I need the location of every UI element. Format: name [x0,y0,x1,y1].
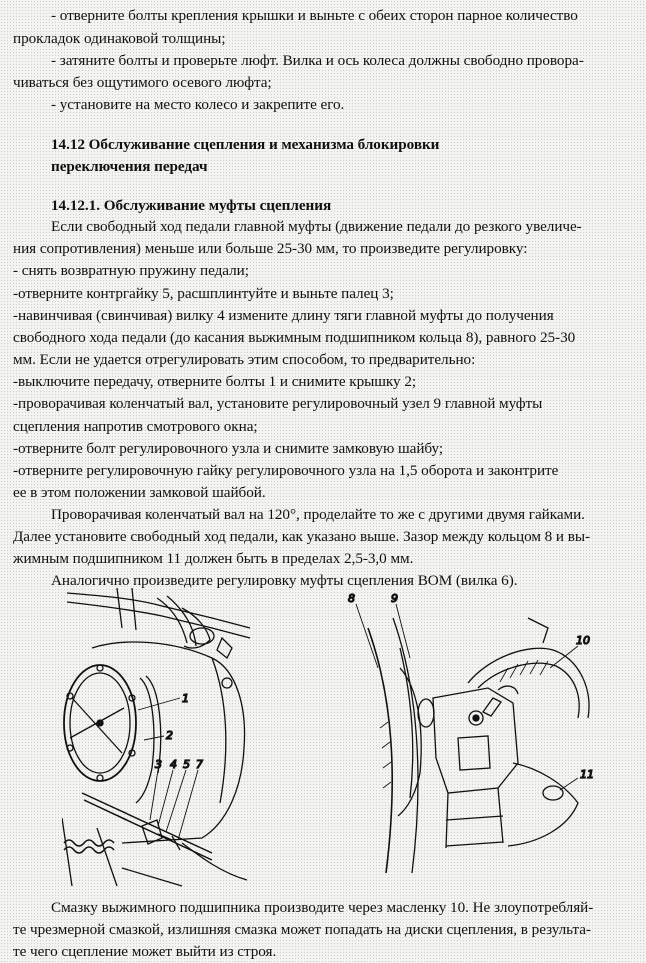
paragraph-line: ее в этом положении замковой шайбой. [13,484,266,501]
paragraph-line: Смазку выжимного подшипника производите через масленку 10. Не злоупотребляй- [51,899,594,916]
paragraph-line: сцепления напротив смотрового окна; [13,418,258,435]
paragraph-line: -отверните контргайку 5, расшплинтуйте и выньте палец 3; [13,285,394,302]
label-2: 2 [166,729,173,742]
paragraph-line: - снять возвратную пружину педали; [13,262,249,279]
paragraph-line: чиваться без ощутимого осевого люфта; [13,74,272,91]
figure-release-bearing [338,588,600,878]
label-3: 3 [155,758,162,771]
paragraph-line: - отверните болты крепления крышки и выньте с обеих сторон парное количество [51,7,578,24]
paragraph-line: Проворачивая коленчатый вал на 120°, проделайте то же с другими двумя гайками. [51,506,585,523]
figure-clutch-housing [62,588,252,888]
paragraph-line: те чрезмерной смазкой, излишняя смазка может попадать на диски сцепления, в результа- [13,921,591,938]
paragraph-line: Если свободный ход педали главной муфты (движение педали до резкого увеличе- [51,218,582,235]
paragraph-line: прокладок одинаковой толщины; [13,30,226,47]
paragraph-line: свободного хода педали (до касания выжимным подшипником кольца 8), равного 25-30 [13,329,576,346]
section-heading-line: 14.12 Обслуживание сцепления и механизма блокировки [51,136,440,153]
paragraph-line: Аналогично произведите регулировку муфты сцепления ВОМ (вилка 6). [51,572,518,589]
paragraph-line: Далее установите свободный ход педали, как указано выше. Зазор между кольцом 8 и вы- [13,528,591,545]
paragraph-line: - установите на место колесо и закрепите его. [51,96,345,113]
paragraph-line: -отверните регулировочную гайку регулировочного узла на 1,5 оборота и законтрите [13,462,559,479]
label-11: 11 [580,768,594,781]
paragraph-line: -проворачивая коленчатый вал, установите регулировочный узел 9 главной муфты [13,395,543,412]
paragraph-line: те чего сцепление может выйти из строя. [13,943,277,960]
paragraph-line: жимным подшипником 11 должен быть в пределах 2,5-3,0 мм. [13,550,414,567]
section-heading-line: переключения передач [51,158,208,175]
paragraph-line: -отверните болт регулировочного узла и снимите замковую шайбу; [13,440,444,457]
label-4: 4 [170,758,177,771]
paragraph-line: -навинчивая (свинчивая) вилку 4 измените длину тяги главной муфты до получения [13,307,554,324]
paragraph-line: мм. Если не удается отрегулировать этим способом, то предварительно: [13,351,476,368]
paragraph-line: ния сопротивления) меньше или больше 25-30 мм, то произведите регулировку: [13,240,528,257]
paragraph-line: -выключите передачу, отверните болты 1 и снимите крышку 2; [13,373,417,390]
label-5: 5 [183,758,190,771]
label-1: 1 [182,692,189,705]
paragraph-line: - затяните болты и проверьте люфт. Вилка и ось колеса должны свободно проворa- [51,52,584,69]
label-8: 8 [348,592,355,605]
label-7: 7 [196,758,203,771]
section-heading-line: 14.12.1. Обслуживание муфты сцепления [51,197,332,214]
label-9: 9 [391,592,398,605]
label-10: 10 [576,634,590,647]
